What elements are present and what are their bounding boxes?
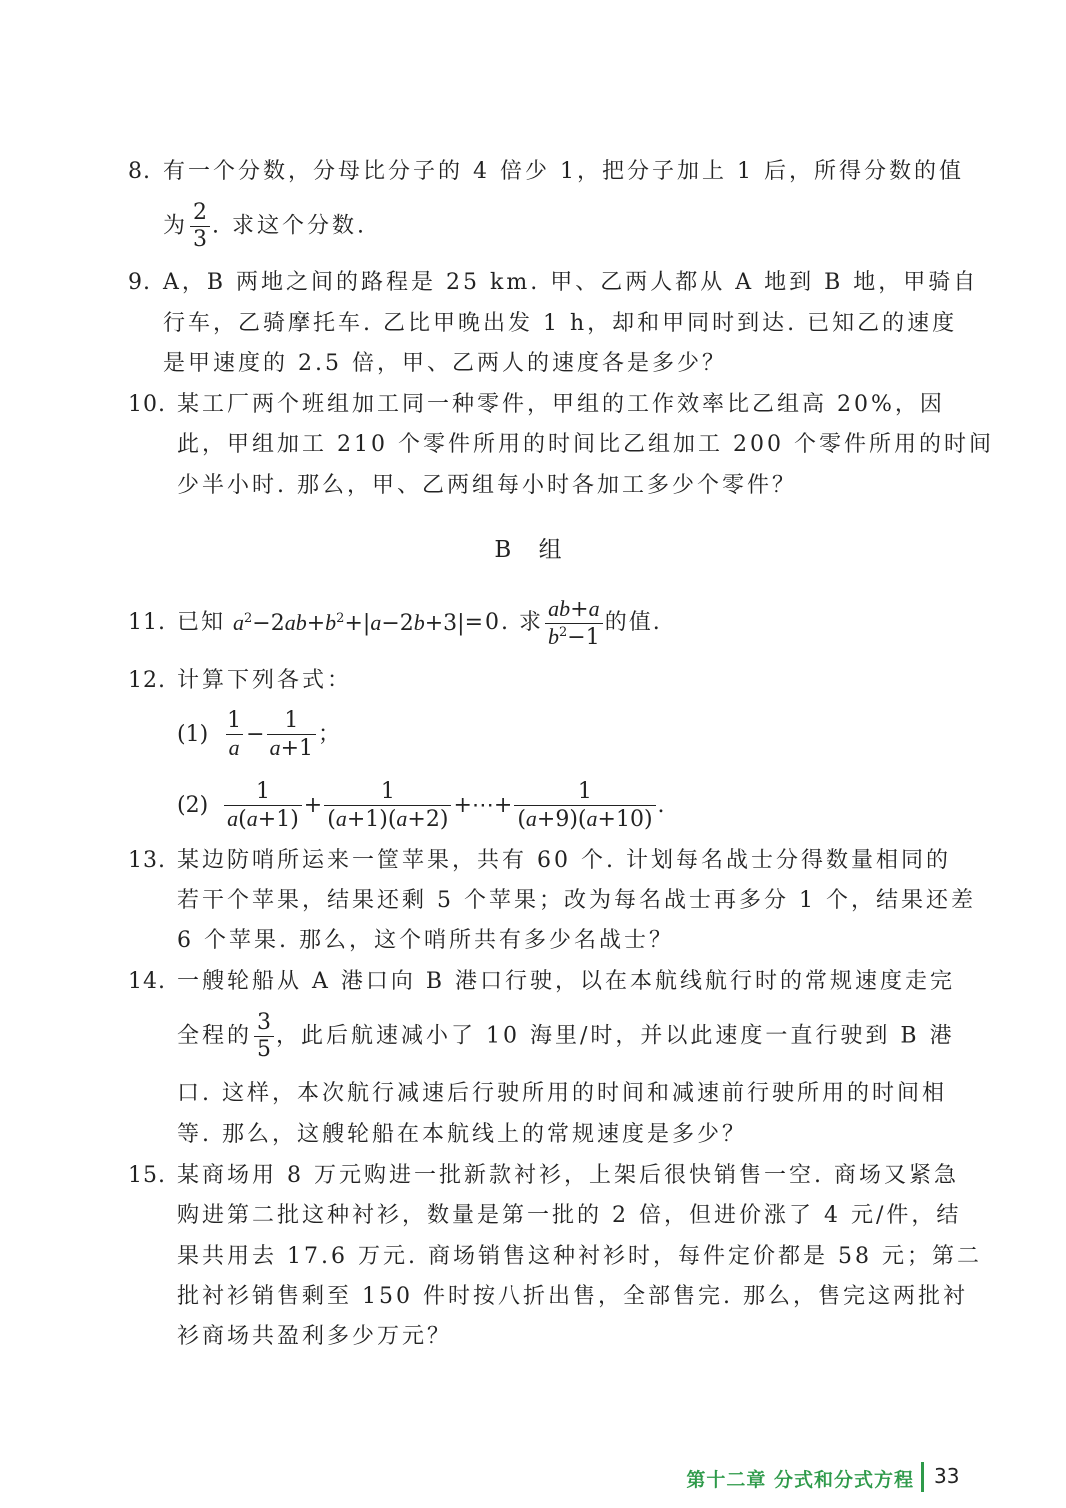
fraction: [190, 200, 210, 253]
equation: $a^2-2ab+b^2+|a-2b+3|$: [233, 609, 465, 636]
fraction: $\frac{1}{a}$: [227, 708, 242, 760]
text: =0. 求: [464, 610, 544, 635]
problem-15-line2: 购进第二批这种衬衫，数量是第一批的 2 倍，但进价涨了 4 元/件，结: [177, 1203, 962, 1228]
fraction: $\frac{1}{a+1}$: [267, 708, 316, 762]
text: 全程的: [177, 1023, 253, 1049]
text: . 求这个分数.: [212, 213, 367, 239]
problem-9-number: 9.: [128, 270, 151, 295]
text: 的值.: [604, 610, 662, 635]
fraction: [254, 1010, 274, 1063]
chapter-title: 第十二章 分式和分式方程: [686, 1469, 914, 1491]
problem-10-line1: 某工厂两个班组加工同一种零件，甲组的工作效率比乙组高 20%，因: [177, 392, 945, 417]
item-label: (1): [177, 722, 209, 747]
problem-14-line1: 一艘轮船从 A 港口向 B 港口行驶，以在本航线航行时的常规速度走完: [177, 969, 956, 994]
problem-13-line1: 某边防哨所运来一筐苹果，共有 60 个. 计划每名战士分得数量相同的: [177, 848, 951, 873]
problem-13-line2: 若干个苹果，结果还剩 5 个苹果；改为每名战士再多分 1 个，结果还差: [177, 888, 976, 913]
problem-10-line2: 此，甲组加工 210 个零件所用的时间比乙组加工 200 个零件所用的时间: [177, 432, 994, 457]
problem-12-line1: 计算下列各式：: [177, 668, 353, 693]
problem-12-number: 12.: [128, 668, 166, 693]
fraction: $\frac{ab+a}{b^2-1}$: [545, 596, 603, 651]
problem-15-line4: 批衬衫销售剩至 150 件时按八折出售，全部售完. 那么，售完这两批衬: [177, 1284, 968, 1309]
problem-13-number: 13.: [128, 848, 166, 873]
text: ；: [318, 722, 341, 747]
item-label: (2): [177, 793, 209, 818]
text: .: [657, 793, 665, 818]
problem-13-line3: 6 个苹果. 那么，这个哨所共有多少名战士？: [177, 928, 674, 953]
group-b-heading: B 组: [494, 537, 572, 563]
problem-9-line1: A，B 两地之间的路程是 25 km. 甲、乙两人都从 A 地到 B 地，甲骑自: [163, 270, 979, 295]
problem-8-number: 8.: [128, 159, 151, 184]
problem-10-line3: 少半小时. 那么，甲、乙两组每小时各加工多少个零件？: [177, 473, 797, 498]
problem-15-line1: 某商场用 8 万元购进一批新款衬衫，上架后很快销售一空. 商场又紧急: [177, 1163, 959, 1188]
problem-8-line2: [163, 200, 367, 253]
text: 已知: [177, 610, 226, 635]
problem-14-number: 14.: [128, 969, 166, 994]
problem-10-number: 10.: [128, 392, 166, 417]
problem-9-line2: 行车，乙骑摩托车. 乙比甲晚出发 1 h，却和甲同时到达. 已知乙的速度: [163, 311, 958, 336]
numerator: 3: [257, 1010, 272, 1035]
problem-15-line5: 衫商场共盈利多少万元？: [177, 1324, 453, 1349]
problem-9-line3: 是甲速度的 2.5 倍，甲、乙两人的速度各是多少？: [163, 351, 727, 376]
footer-divider: [921, 1462, 924, 1492]
problem-14-line3: 口. 这样，本次航行减速后行驶所用的时间和减速前行驶所用的时间相: [177, 1081, 947, 1106]
denominator: 3: [190, 226, 210, 253]
problem-15-number: 15.: [128, 1163, 166, 1188]
problem-8-line1: 有一个分数，分母比分子的 4 倍少 1，把分子加上 1 后，所得分数的值: [163, 159, 964, 184]
denominator: 5: [254, 1036, 274, 1063]
problem-14-line4: 等. 那么，这艘轮船在本航线上的常规速度是多少？: [177, 1122, 747, 1147]
problem-11-text: [177, 590, 662, 656]
text: 为: [163, 213, 189, 239]
problem-14-line2: [177, 1010, 955, 1063]
fraction: $\frac{1}{(a+9)(a+10)}$: [514, 779, 655, 833]
fraction: $\frac{1}{a(a+1)}$: [224, 779, 302, 833]
problem-15-line3: 果共用去 17.6 万元. 商场销售这种衬衫时，每件定价都是 58 元；第二: [177, 1244, 982, 1269]
problem-12-item2: (2) $\frac{1}{a(a+1)}$ + $\frac{1}{(a+1)(a+2)}$ +⋯+ $\frac{1}{(a+9)(a+10)}$ .: [177, 779, 665, 832]
page-number: 33: [934, 1464, 960, 1488]
problem-12-item1: (1) $\frac{1}{a}$ − $\frac{1}{a+1}$ ；: [177, 708, 341, 761]
fraction: $\frac{1}{(a+1)(a+2)}$: [324, 779, 451, 833]
problem-11-number: 11.: [128, 610, 166, 635]
text: ，此后航速减小了 10 海里/时，并以此速度一直行驶到 B 港: [276, 1023, 955, 1049]
numerator: 2: [193, 200, 208, 225]
